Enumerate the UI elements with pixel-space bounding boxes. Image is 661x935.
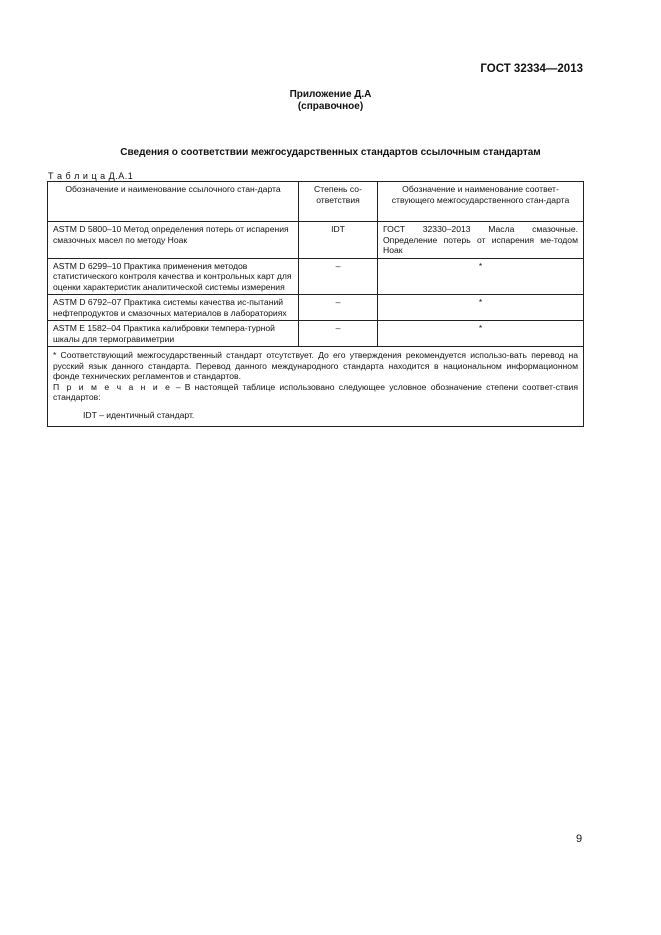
table-row (48, 295, 584, 321)
document-code: ГОСТ 32334—2013 (480, 63, 583, 75)
cell-degree: – (299, 321, 378, 347)
footnote: * Соответствующий межгосударственный стандарт отсутствует. До его утверждения рекомендуется использо-вать перевод на русский язык данного стандарта. Перевод данного международного стандарта находится в национальном информационном фонде технических регламентов и стандартов. (53, 350, 578, 381)
table-header-row (48, 182, 584, 222)
table-row (48, 321, 584, 347)
cell-reference: ASTM E 1582–04 Практика калибровки темпера-турной шкалы для термогравиметрии (48, 321, 299, 347)
cell-interstate: * (378, 258, 584, 295)
note-label: П р и м е ч а н и е (53, 381, 172, 392)
cell-interstate: * (378, 295, 584, 321)
table-footer-row (48, 347, 584, 427)
annex-title: Приложение Д.А (289, 89, 372, 100)
table-row (48, 222, 584, 259)
cell-degree: IDT (299, 222, 378, 259)
table-caption: Т а б л и ц а Д.А.1 (48, 171, 134, 181)
correspondence-table (47, 181, 584, 427)
note-text: – В настоящей таблице использовано следующее условное обозначение степени соответ-ствия стандартов: (53, 381, 578, 402)
idt-definition: IDT – идентичный стандарт. (83, 409, 195, 420)
annex-heading (0, 89, 661, 113)
annex-subtitle: (справочное) (297, 101, 364, 112)
cell-degree: – (299, 258, 378, 295)
cell-degree: – (299, 295, 378, 321)
note (53, 382, 578, 403)
cell-interstate: ГОСТ 32330–2013 Масла смазочные. Определение потерь от испарения ме-тодом Ноак (378, 222, 584, 259)
page-number: 9 (576, 833, 583, 845)
header-reference-standard: Обозначение и наименование ссылочного стан-дарта (48, 182, 299, 222)
table-row (48, 258, 584, 295)
cell-reference: ASTM D 6299–10 Практика применения методов статистического контроля качества и контрольных карт для оценки характеристик аналитической системы измерения (48, 258, 299, 295)
cell-reference: ASTM D 5800–10 Метод определения потерь от испарения смазочных масел по методу Ноак (48, 222, 299, 259)
header-degree: Степень со-ответствия (299, 182, 378, 222)
cell-reference: ASTM D 6792–07 Практика системы качества ис-пытаний нефтепродуктов и смазочных материалов в лабораториях (48, 295, 299, 321)
cell-interstate: * (378, 321, 584, 347)
header-interstate-standard: Обозначение и наименование соответ-ствующего межгосударственного стан-дарта (378, 182, 584, 222)
table-footer (48, 347, 584, 427)
section-title: Сведения о соответствии межгосударственных стандартов ссылочным стандартам (120, 147, 541, 158)
